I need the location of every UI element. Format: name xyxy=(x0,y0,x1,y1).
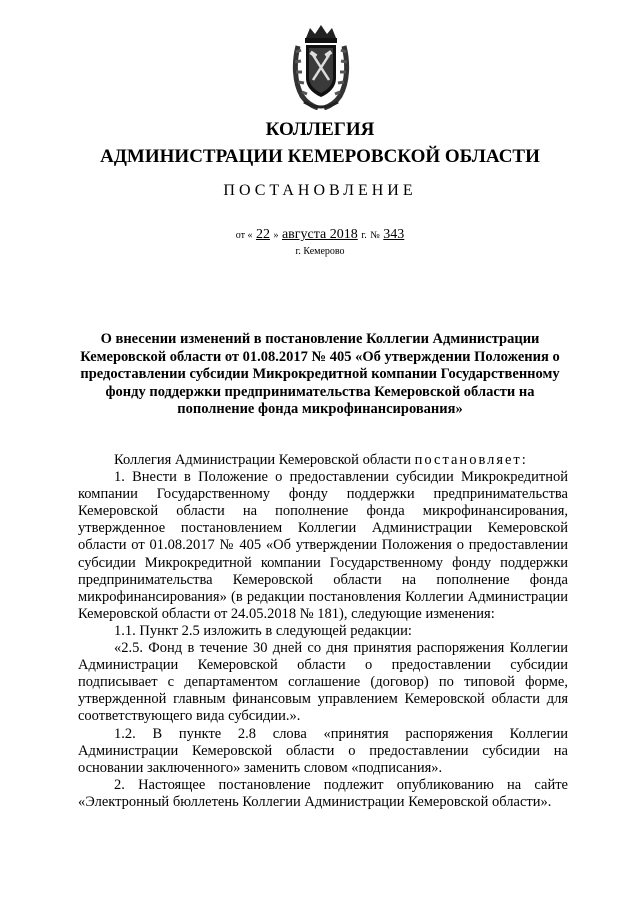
date-close-quote: » xyxy=(273,230,279,241)
org-title-line2: АДМИНИСТРАЦИИ КЕМЕРОВСКОЙ ОБЛАСТИ xyxy=(100,146,540,167)
paragraph-1-1-quote: «2.5. Фонд в течение 30 дней со дня принятия распоряжения Коллегии Администрации Кемеровской области о предоставлении субсидии подписывает с департаментом соглашение (договор) по типовой форме, утвержденной главным финансовым управлением Кемеровской области для соответствующего вида субсидии.». xyxy=(78,640,568,725)
document-body xyxy=(78,452,568,811)
city-name: г. Кемерово xyxy=(295,246,345,257)
intro-paragraph xyxy=(78,452,568,469)
paragraph-1-2: 1.2. В пункте 2.8 слова «принятия распоряжения Коллегии Администрации Кемеровской области о предоставлении субсидии на основании заключенного» заменить словом «подписания». xyxy=(78,725,568,776)
date-month-year: августа 2018 xyxy=(281,227,358,242)
document-type: ПОСТАНОВЛЕНИЕ xyxy=(223,182,417,199)
document-number: 343 xyxy=(383,227,405,242)
number-sign: № xyxy=(370,230,380,241)
paragraph-2: 2. Настоящее постановление подлежит опубликованию на сайте «Электронный бюллетень Коллегии Администрации Кемеровской области». xyxy=(78,776,568,810)
document-title: О внесении изменений в постановление Коллегии Администрации Кемеровской области от 01.08.2017 № 405 «Об утверждении Положения о предоставлении субсидии Микрокредитной компании Государственному фонду поддержки предпринимательства Кемеровской области на пополнение фонда микрофинансирования» xyxy=(80,331,560,418)
intro-text: Коллегия Администрации Кемеровской области xyxy=(114,452,415,468)
coat-of-arms-icon xyxy=(292,22,350,110)
intro-verb: постановляет: xyxy=(414,452,528,468)
org-title-line1: КОЛЛЕГИЯ xyxy=(265,119,375,140)
date-from-label: от « xyxy=(235,230,253,241)
date-day: 22 xyxy=(255,227,270,242)
date-year-suffix: г. xyxy=(361,230,367,241)
paragraph-1-1: 1.1. Пункт 2.5 изложить в следующей редакции: xyxy=(114,622,412,639)
paragraph-1: 1. Внести в Положение о предоставлении субсидии Микрокредитной компании Государственному фонду поддержки предпринимательства Кемеровской области на пополнение фонда микрофинансирования, утвержденное постановлением Коллегии Администрации Кемеровской области от 01.08.2017 № 405 «Об утверждении Положения о предоставлении субсидии Микрокредитной компании Государственному фонду поддержки предпринимательства Кемеровской области на пополнение фонда микрофинансирования» (в редакции постановления Коллегии Администрации Кемеровской области от 24.05.2018 № 181), следующие изменения: xyxy=(78,469,568,622)
coat-of-arms-emblem xyxy=(292,22,350,110)
date-number-line xyxy=(0,227,640,243)
